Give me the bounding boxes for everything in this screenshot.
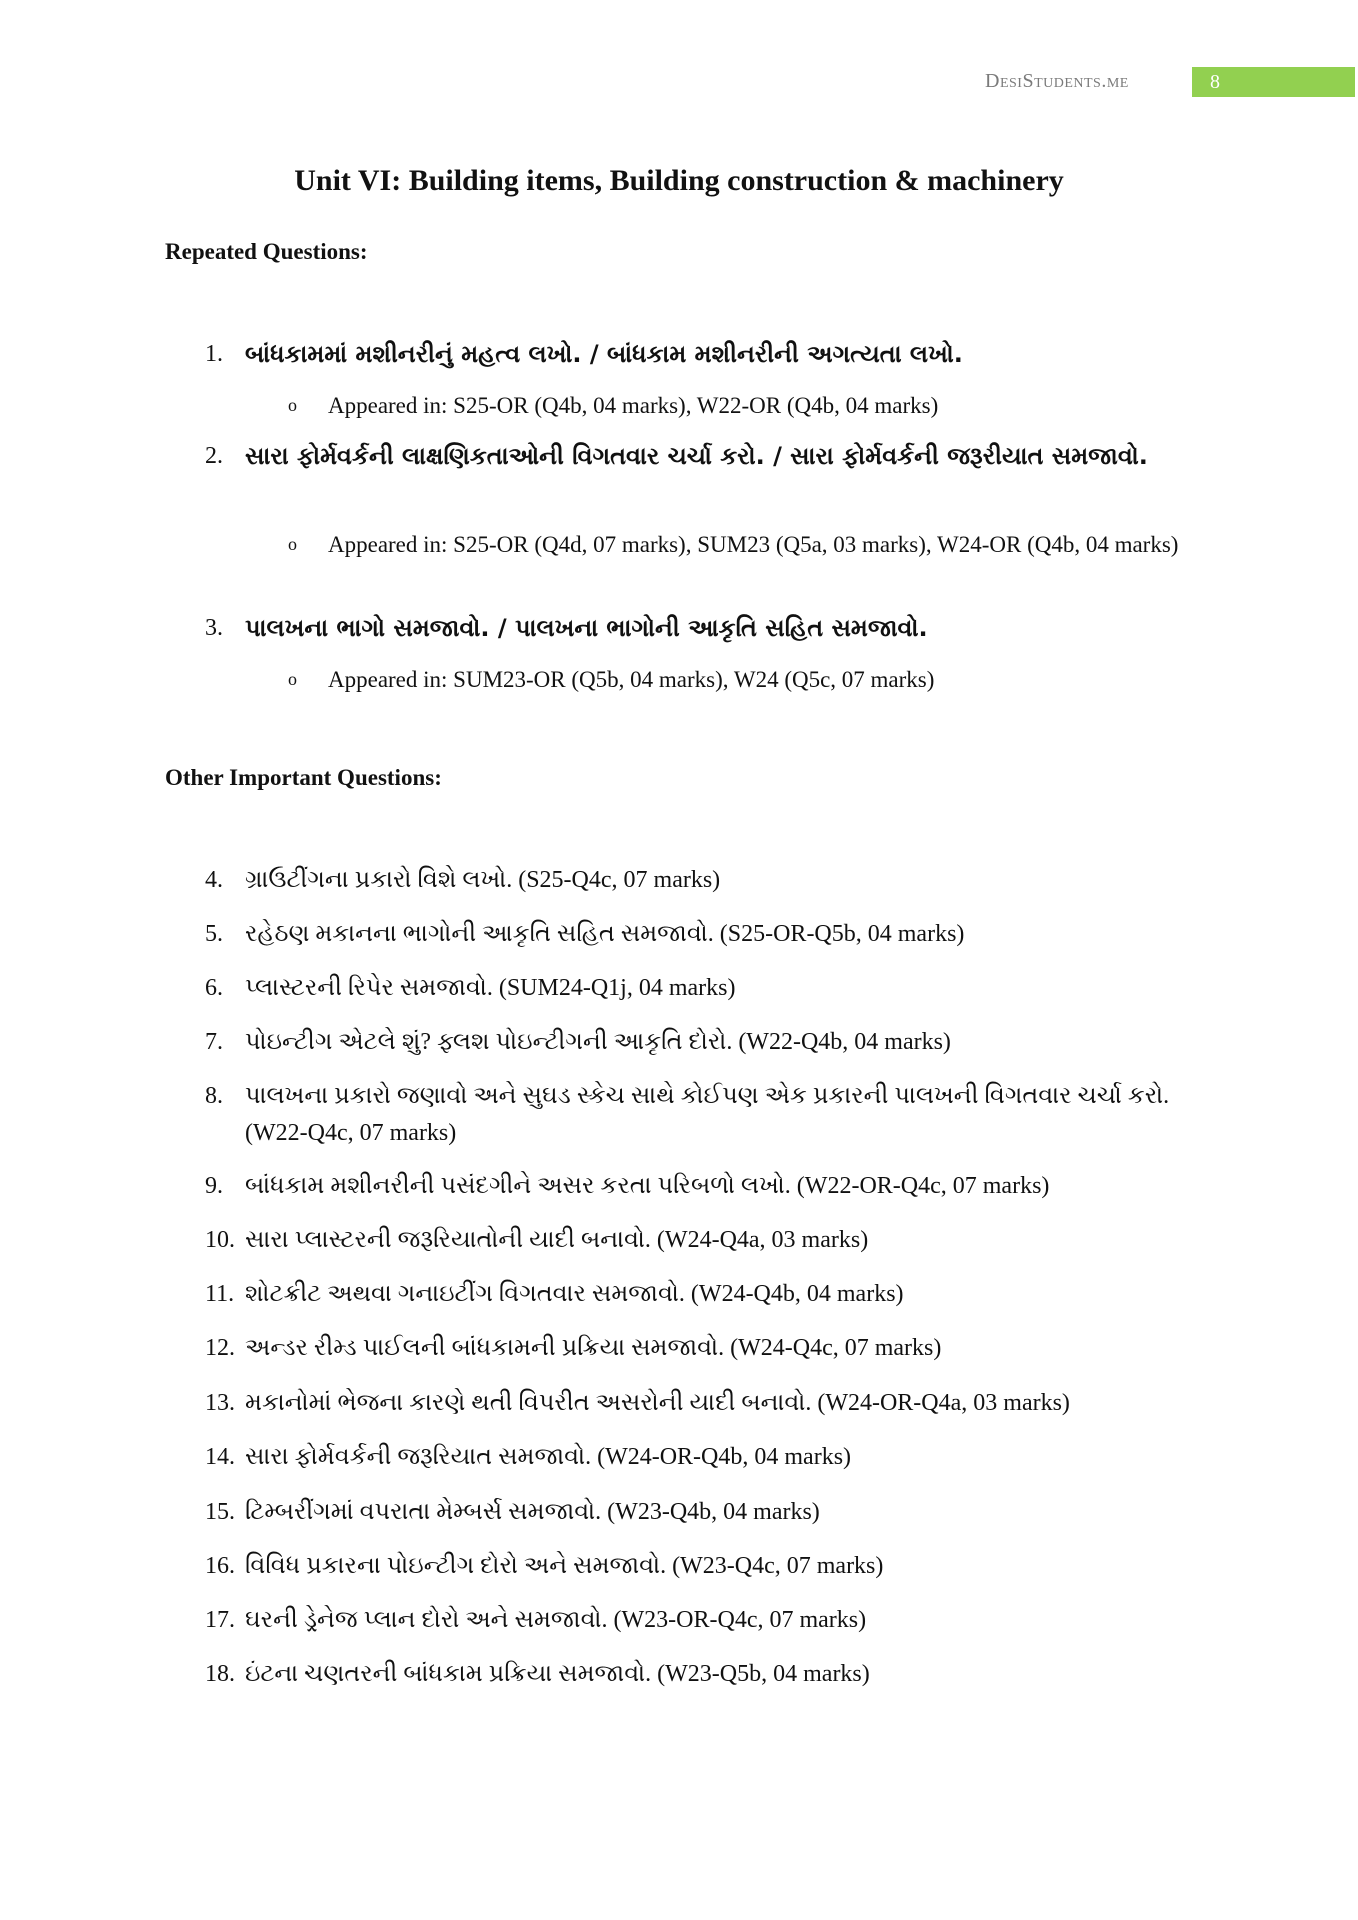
question-item (205, 1078, 1185, 1152)
question-text: બાંધકામ મશીનરીની પસંદગીને અસર કરતા પરિબળો લખો. (W22-OR-Q4c, 07 marks) (245, 1173, 1050, 1199)
question-item (205, 1494, 1185, 1531)
question-text: પોઇન્ટીગ એટલે શું? ફ્લશ પોઇન્ટીગની આકૃતિ દોરો. (W22-Q4b, 04 marks) (245, 1029, 951, 1055)
question-number: 12. (205, 1335, 235, 1361)
bullet-icon: o (288, 395, 297, 415)
question-item (205, 1602, 1185, 1639)
question-item (205, 610, 1185, 647)
question-number: 16. (205, 1553, 235, 1579)
question-number: 14. (205, 1444, 235, 1470)
appeared-in (288, 664, 1188, 695)
question-number: 18. (205, 1661, 235, 1687)
question-item (205, 1168, 1185, 1205)
question-item (205, 1276, 1185, 1313)
question-item (205, 1024, 1185, 1061)
appeared-text: Appeared in: S25-OR (Q4b, 04 marks), W22-OR (Q4b, 04 marks) (328, 393, 939, 418)
question-text: સારા પ્લાસ્ટરની જરૂરિયાતોની યાદી બનાવો. (W24-Q4a, 03 marks) (245, 1227, 869, 1253)
question-number: 6. (205, 975, 223, 1001)
question-item (205, 1330, 1185, 1367)
question-text: રહેઠણ મકાનના ભાગોની આકૃતિ સહિત સમજાવો. (S25-OR-Q5b, 04 marks) (245, 921, 965, 947)
question-item (205, 916, 1185, 953)
question-text: ઇંટના ચણતરની બાંધકામ પ્રક્રિયા સમજાવો. (W23-Q5b, 04 marks) (245, 1661, 870, 1687)
question-number: 17. (205, 1607, 235, 1633)
question-number: 4. (205, 867, 223, 893)
question-text: ઘરની ડ્રેનેજ પ્લાન દોરો અને સમજાવો. (W23-OR-Q4c, 07 marks) (245, 1607, 867, 1633)
other-questions-heading: Other Important Questions: (165, 765, 442, 790)
question-item (205, 1385, 1185, 1422)
question-number: 5. (205, 921, 223, 947)
question-item (205, 1439, 1185, 1476)
question-item (205, 862, 1185, 899)
bullet-icon: o (288, 534, 297, 554)
question-text: સારા ફોર્મવર્કની લાક્ષણિકતાઓની વિગતવાર ચર્ચા કરો. / સારા ફોર્મવર્કની જરૂરીયાત સમજાવો. (245, 442, 1148, 470)
question-text: બાંધકામમાં મશીનરીનું મહત્વ લખો. / બાંધકામ મશીનરીની અગત્યતા લખો. (245, 340, 963, 368)
question-item (205, 1548, 1185, 1585)
question-number: 15. (205, 1499, 235, 1525)
question-number: 13. (205, 1390, 235, 1416)
question-number: 8. (205, 1083, 223, 1109)
question-number: 3. (205, 615, 223, 641)
appeared-text: Appeared in: SUM23-OR (Q5b, 04 marks), W24 (Q5c, 07 marks) (328, 667, 935, 692)
bullet-icon: o (288, 669, 297, 689)
question-item (205, 336, 1185, 373)
question-item (205, 1222, 1185, 1259)
question-text: ગ્રાઉટીંગના પ્રકારો વિશે લખો. (S25-Q4c, 07 marks) (245, 867, 721, 893)
site-name: DesiStudents.me (985, 70, 1129, 92)
question-item (205, 438, 1185, 475)
question-text: પાલખના ભાગો સમજાવો. / પાલખના ભાગોની આકૃતિ સહિત સમજાવો. (245, 614, 928, 642)
question-text: શોટક્રીટ અથવા ગનાઇટીંગ વિગતવાર સમજાવો. (W24-Q4b, 04 marks) (245, 1281, 904, 1307)
question-number: 7. (205, 1029, 223, 1055)
question-number: 11. (205, 1281, 235, 1307)
question-number: 2. (205, 443, 223, 469)
question-number: 9. (205, 1173, 223, 1199)
question-text: વિવિધ પ્રકારના પોઇન્ટીગ દોરો અને સમજાવો. (W23-Q4c, 07 marks) (245, 1553, 884, 1579)
question-text: પાલખના પ્રકારો જણાવો અને સુઘડ સ્કેચ સાથે કોઈપણ એક પ્રકારની પાલખની વિગતવાર ચર્ચા કરો. (W22-Q4c, 07 marks) (245, 1083, 1170, 1146)
appeared-in (288, 529, 1188, 560)
question-item (205, 970, 1185, 1007)
question-number: 1. (205, 341, 223, 367)
question-text: ટિમ્બરીંગમાં વપરાતા મેમ્બર્સ સમજાવો. (W23-Q4b, 04 marks) (245, 1499, 820, 1525)
repeated-questions-heading: Repeated Questions: (165, 239, 368, 264)
appeared-text: Appeared in: S25-OR (Q4d, 07 marks), SUM23 (Q5a, 03 marks), W24-OR (Q4b, 04 marks) (328, 532, 1179, 557)
question-item (205, 1656, 1185, 1693)
question-text: પ્લાસ્ટરની રિપેર સમજાવો. (SUM24-Q1j, 04 marks) (245, 975, 736, 1001)
appeared-in (288, 390, 1188, 421)
question-text: સારા ફોર્મવર્કની જરૂરિયાત સમજાવો. (W24-OR-Q4b, 04 marks) (245, 1444, 852, 1470)
question-number: 10. (205, 1227, 235, 1253)
question-text: અન્ડર રીમ્ડ પાઈલની બાંધકામની પ્રક્રિયા સમજાવો. (W24-Q4c, 07 marks) (245, 1335, 942, 1361)
question-text: મકાનોમાં ભેજના કારણે થતી વિપરીત અસરોની યાદી બનાવો. (W24-OR-Q4a, 03 marks) (245, 1390, 1070, 1416)
page-number: 8 (1192, 67, 1355, 97)
page-title: Unit VI: Building items, Building construction & machinery (294, 164, 1064, 197)
